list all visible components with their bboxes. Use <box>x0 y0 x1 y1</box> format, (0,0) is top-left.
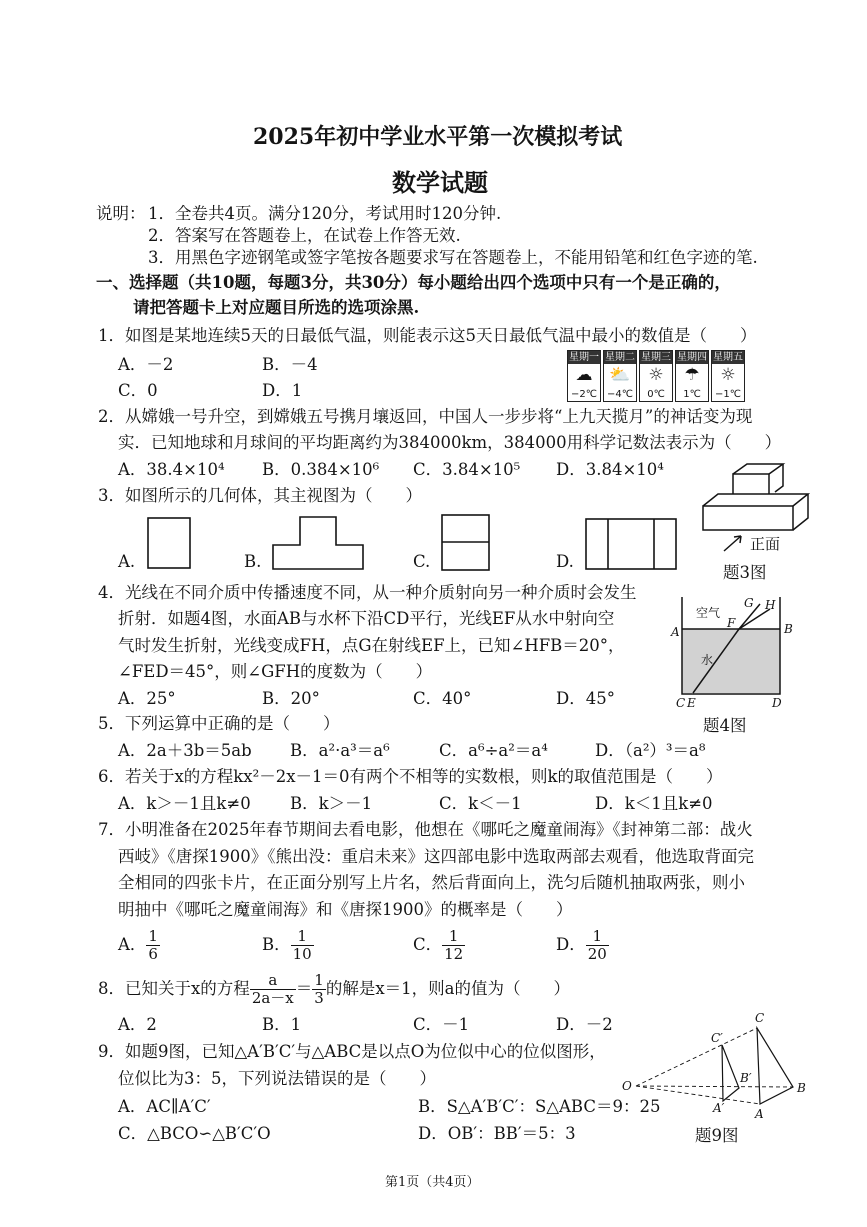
q5-option-b: B．a²·a³＝a⁶ <box>290 741 390 760</box>
notes-lead: 说明： <box>96 204 146 223</box>
fig-label-c-prime: C′ <box>711 1031 723 1045</box>
fig-label-d: D <box>772 696 782 710</box>
q8-equals: ＝ <box>295 979 313 998</box>
q4-line-2: 折射．如题4图，水面AB与水杯下沿CD平行，光线EF从水中射向空 <box>118 609 615 628</box>
q9-option-a: A．AC∥A′C′ <box>118 1097 211 1116</box>
q4-line-1: 4．光线在不同介质中传播速度不同，从一种介质射向另一种介质时会发生 <box>98 583 637 602</box>
rain-icon: ☂ <box>684 365 700 385</box>
fig-label-g: G <box>744 596 754 610</box>
q8-stem-pre: 8．已知关于x的方程 <box>98 979 250 998</box>
cloud-icon: ☁ <box>575 365 593 385</box>
q2-option-c: C．3.84×10⁵ <box>413 460 521 479</box>
weather-temp: −2℃ <box>571 389 597 400</box>
fraction-numerator: 1 <box>291 928 314 946</box>
weather-temp: 0℃ <box>647 389 665 400</box>
q3-front-label: 正面 <box>750 535 781 553</box>
q2-line-1: 2．从嫦娥一号升空，到嫦娥五号携月壤返回，中国人一步步将“上九天揽月”的神话变为现 <box>98 407 753 426</box>
q7-line-3: 全相同的四张卡片，在正面分别写上片名，然后背面向上，洗匀后随机抽取两张，则小 <box>118 873 745 892</box>
q1-option-b: B．－4 <box>262 355 318 374</box>
q7-option-a-label: A． <box>118 935 147 954</box>
q1-option-a: A．－2 <box>118 355 174 374</box>
q9-option-b: B．S△A′B′C′：S△ABC＝9：25 <box>418 1097 661 1116</box>
q8-option-a: A．2 <box>118 1015 157 1034</box>
fig-label-c: C <box>676 696 686 710</box>
fig-label-a-prime: A′ <box>713 1101 725 1115</box>
q5-option-d: D．（a²）³＝a⁸ <box>595 741 706 760</box>
q2-line-2: 实．已知地球和月球间的平均距离约为384000km，384000用科学记数法表示为（ ） <box>118 433 782 452</box>
q4-option-a: A．25° <box>118 689 176 708</box>
q3-option-a: A. <box>118 552 136 571</box>
q7-option-d-label: D． <box>556 935 586 954</box>
q5-stem: 5．下列运算中正确的是（ ） <box>98 714 340 733</box>
section-heading: 一、选择题（共10题，每题3分，共30分）每小题给出四个选项中只有一个是正确的， <box>96 273 731 292</box>
note-3: 3．用黑色字迹钢笔或签字笔按各题要求写在答题卷上，不能用铅笔和红色字迹的笔. <box>148 248 758 267</box>
q7-option-c-label: C． <box>413 935 443 954</box>
fraction-denominator: 10 <box>292 945 312 963</box>
q2-option-b: B．0.384×10⁶ <box>262 460 380 479</box>
fig-water-label: 水 <box>701 653 714 667</box>
q5-option-a: A．2a＋3b＝5ab <box>118 741 252 760</box>
page-footer: 第1页（共4页） <box>385 1175 480 1190</box>
q1-option-c: C．0 <box>118 381 158 400</box>
fraction-denominator: 12 <box>444 945 464 963</box>
q7-line-2: 西岐》《唐探1900》《熊出没：重启未来》这四部电影中选取两部去观看，他选取背面完 <box>118 847 754 866</box>
fraction-numerator: 1 <box>442 928 465 946</box>
weather-day-label: 星期三 <box>641 352 671 363</box>
q6-stem: 6．若关于x的方程kx²－2x－1＝0有两个不相等的实数根，则k的取值范围是（ ） <box>98 767 723 786</box>
q1-stem: 1．如图是某地连续5天的日最低气温，则能表示这5天日最低气温中最小的数值是（ ） <box>98 326 757 345</box>
exam-subtitle: 数学试题 <box>392 168 488 197</box>
q1-option-d: D．1 <box>262 381 303 400</box>
note-2: 2．答案写在答题卷上，在试卷上作答无效. <box>148 226 461 245</box>
sun-icon: ☼ <box>648 365 664 385</box>
fraction-numerator: 1 <box>148 927 158 945</box>
q8-option-c: C．－1 <box>413 1015 470 1034</box>
weather-day-label: 星期四 <box>677 352 707 363</box>
q6-option-d: D．k＜1且k≠0 <box>595 794 713 813</box>
fig-label-c: C <box>755 1011 765 1025</box>
q4-line-3: 气时发生折射，光线变成FH，点G在射线EF上，已知∠HFB＝20°， <box>118 636 625 655</box>
fraction-denominator: 6 <box>148 945 158 963</box>
weather-temp: 1℃ <box>683 389 701 400</box>
fig-label-a: A <box>755 1107 764 1121</box>
fraction-denominator: 20 <box>587 945 607 963</box>
q6-option-a: A．k＞－1且k≠0 <box>118 794 251 813</box>
q7-line-1: 7．小明准备在2025年春节期间去看电影，他想在《哪吒之魔童闹海》《封神第二部：战火 <box>98 820 753 839</box>
weather-day-label: 星期一 <box>569 352 599 363</box>
q2-option-d: D．3.84×10⁴ <box>556 460 664 479</box>
q3-option-d: D. <box>556 552 574 571</box>
q4-caption: 题4图 <box>703 716 747 735</box>
q9-line-2: 位似比为3：5，下列说法错误的是（ ） <box>118 1069 436 1088</box>
fig-label-f: F <box>727 616 736 630</box>
q7-line-4: 明抽中《哪吒之魔童闹海》和《唐探1900》的概率是（ ） <box>118 900 573 919</box>
q4-option-b: B．20° <box>262 689 320 708</box>
fraction-numerator: 1 <box>314 971 324 989</box>
q9-option-d: D．OB′：BB′＝5：3 <box>418 1124 576 1143</box>
q6-option-b: B．k＞－1 <box>290 794 373 813</box>
q3-option-b: B. <box>244 552 262 571</box>
q4-option-d: D．45° <box>556 689 615 708</box>
note-1: 1．全卷共4页。满分120分，考试用时120分钟. <box>148 204 502 223</box>
q3-stem: 3．如图所示的几何体，其主视图为（ ） <box>98 486 422 505</box>
q8-stem-post: 的解是x＝1，则a的值为（ ） <box>325 979 570 998</box>
fig-label-o: O <box>622 1079 632 1093</box>
fraction-denominator: 3 <box>314 989 324 1007</box>
exam-title: 2025年初中学业水平第一次模拟考试 <box>253 124 623 150</box>
weather-temp: −4℃ <box>607 389 633 400</box>
q2-option-a: A．38.4×10⁴ <box>118 460 225 479</box>
q9-line-1: 9．如题9图，已知△A′B′C′与△ABC是以点O为位似中心的位似图形， <box>98 1042 606 1061</box>
fraction-numerator: a <box>250 972 296 990</box>
fig-label-h: H <box>765 598 776 612</box>
q5-option-c: C．a⁶÷a²＝a⁴ <box>439 741 548 760</box>
section-instruction: 请把答题卡上对应题目所选的选项涂黑. <box>133 298 420 317</box>
fraction-denominator: 2a－x <box>251 989 294 1007</box>
fig-label-e: E <box>687 696 696 710</box>
q4-option-c: C．40° <box>413 689 472 708</box>
fig-label-b: B <box>784 622 793 636</box>
fig-label-a: A <box>671 625 680 639</box>
q8-option-b: B．1 <box>262 1015 302 1034</box>
q6-option-c: C．k＜－1 <box>439 794 522 813</box>
q3-caption: 题3图 <box>723 563 767 582</box>
q7-option-b-label: B． <box>262 935 291 954</box>
sun-icon: ☼ <box>720 365 736 385</box>
q8-option-d: D．－2 <box>556 1015 613 1034</box>
weather-day-label: 星期五 <box>713 352 743 363</box>
q4-line-4: ∠FED＝45°，则∠GFH的度数为（ ） <box>118 662 433 681</box>
weather-temp: −1℃ <box>715 389 741 400</box>
q9-caption: 题9图 <box>695 1126 739 1145</box>
weather-day-label: 星期二 <box>605 352 635 363</box>
partly-cloudy-icon: ⛅ <box>609 365 631 385</box>
q3-option-c: C. <box>413 552 431 571</box>
fraction-numerator: 1 <box>586 928 609 946</box>
q9-option-c: C．△BCO∽△B′C′O <box>118 1124 271 1143</box>
fig-label-b: B <box>797 1081 806 1095</box>
fig-air-label: 空气 <box>696 606 721 620</box>
fig-label-b-prime: B′ <box>740 1071 752 1085</box>
